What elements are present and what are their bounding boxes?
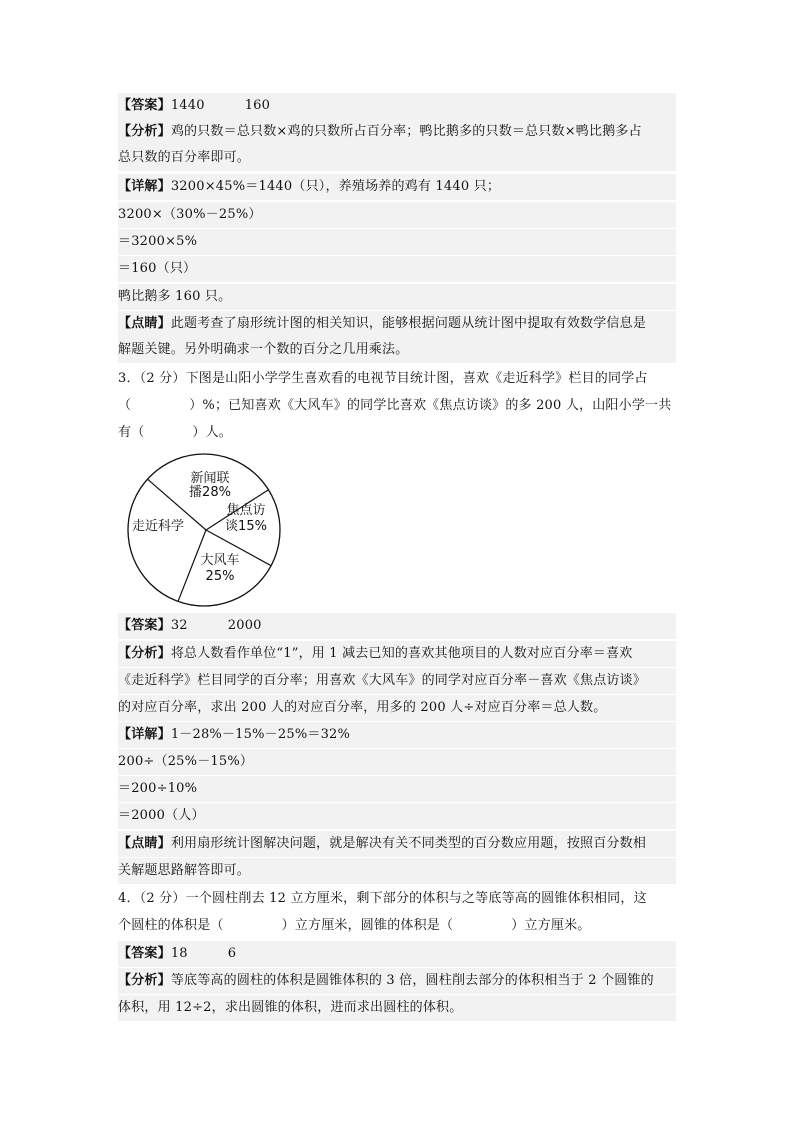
q4-analysis-line1: 【分析】等底等高的圆柱的体积是圆锥体积的 3 倍，圆柱削去部分的体积相当于 2 个圆锥的 bbox=[118, 968, 676, 994]
q4-analysis-line2: 体积，用 12÷2，求出圆锥的体积，进而求出圆柱的体积。 bbox=[118, 995, 676, 1021]
q4-stem-line1: 4．（2 分）一个圆柱削去 12 立方厘米，剩下部分的体积与之等底等高的圆锥体积相同，这 bbox=[118, 891, 647, 906]
q2-detail-line3: ＝3200×5% bbox=[118, 229, 676, 255]
q3-detail-line2: 200÷（25%－15%） bbox=[118, 749, 676, 775]
q3-detail-line3: ＝200÷10% bbox=[118, 776, 676, 802]
q2-detail-line2: 3200×（30%－25%） bbox=[118, 202, 676, 228]
q4-stem-line2: 个圆柱的体积是（ ）立方厘米，圆锥的体积是（ ）立方厘米。 bbox=[118, 918, 591, 933]
q3-stem-line2: （ ）%；已知喜欢《大风车》的同学比喜欢《焦点访谈》的多 200 人，山阳小学一共 bbox=[118, 398, 672, 413]
q3-stem-line1: 3．（2 分）下图是山阳小学学生喜欢看的电视节目统计图，喜欢《走近科学》栏目的同学占 bbox=[118, 371, 648, 386]
q3-tip-line2: 关解题思路解答即可。 bbox=[118, 858, 676, 884]
pie-slice-label: 焦点访 bbox=[226, 503, 266, 518]
q3-stem-line3: 有（ ）人。 bbox=[118, 425, 233, 440]
q2-tip-line2: 解题关键。另外明确求一个数的百分之几用乘法。 bbox=[118, 337, 676, 363]
q3-analysis-line1: 【分析】将总人数看作单位“1”，用 1 减去已知的喜欢其他项目的人数对应百分率＝喜欢 bbox=[118, 641, 676, 667]
q2-tip-line1: 【点睛】此题考查了扇形统计图的相关知识，能够根据问题从统计图中提取有效数学信息是 bbox=[118, 311, 676, 337]
q3-answer: 【答案】32 2000 bbox=[118, 613, 676, 639]
q3-detail-line4: ＝2000（人） bbox=[118, 803, 676, 829]
pie-slice-value: 25% bbox=[205, 569, 235, 584]
pie-slice-label: 新闻联 bbox=[190, 471, 230, 486]
q2-detail-line1: 【详解】3200×45%＝1440（只），养殖场养的鸡有 1440 只； bbox=[118, 174, 676, 200]
q4-answer: 【答案】18 6 bbox=[118, 941, 676, 967]
pie-slice-value: 播28% bbox=[189, 485, 231, 500]
q3-analysis-line3: 的对应百分率，求出 200 人的对应百分率，用多的 200 人÷对应百分率＝总人数。 bbox=[118, 695, 676, 721]
pie-slice-value: 谈15% bbox=[225, 519, 267, 534]
q2-answer: 【答案】1440 160 bbox=[118, 93, 676, 119]
q3-analysis-line2: 《走近科学》栏目同学的百分率；用喜欢《大风车》的同学对应百分率－喜欢《焦点访谈》 bbox=[118, 668, 676, 694]
q2-analysis-line1: 【分析】鸡的只数＝总只数×鸡的只数所占百分率；鸭比鹅多的只数＝总只数×鸭比鹅多占 bbox=[118, 119, 676, 145]
q2-detail-line4: ＝160（只） bbox=[118, 256, 676, 282]
pie-chart bbox=[124, 450, 284, 610]
pie-slice-label: 大风车 bbox=[200, 553, 240, 568]
q2-analysis-line2: 总只数的百分率即可。 bbox=[118, 145, 676, 171]
q3-tip-line1: 【点睛】利用扇形统计图解决问题，就是解决有关不同类型的百分数应用题，按照百分数相 bbox=[118, 831, 676, 857]
pie-slice-label: 走近科学 bbox=[131, 519, 185, 534]
q2-detail-line5: 鸭比鹅多 160 只。 bbox=[118, 284, 676, 310]
q3-detail-line1: 【详解】1－28%－15%－25%＝32% bbox=[118, 722, 676, 748]
